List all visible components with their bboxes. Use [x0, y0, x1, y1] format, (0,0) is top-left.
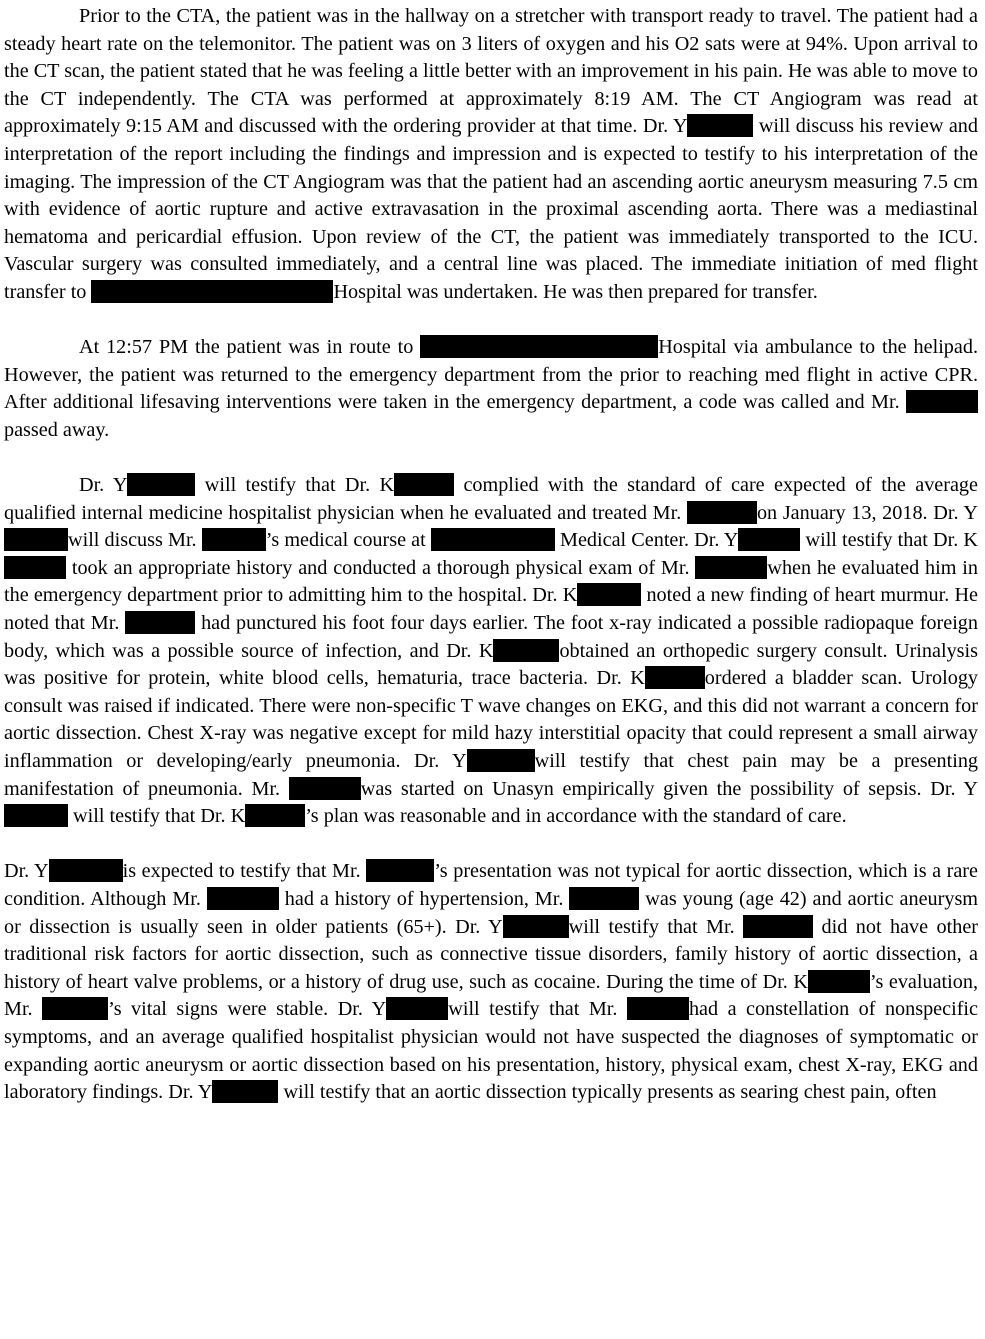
text-segment: will discuss Mr. — [68, 529, 202, 552]
text-segment: ’s medical course at — [265, 529, 431, 552]
redaction-block — [627, 997, 689, 1020]
redaction-block — [4, 804, 68, 827]
redaction-block — [906, 390, 978, 413]
redaction-block — [695, 556, 767, 579]
redaction-block — [42, 997, 108, 1020]
redaction-block — [91, 280, 333, 303]
text-segment: will testify that Mr. — [448, 998, 627, 1021]
text-segment: was started on Unasyn empirically given the possibility of sepsis. Dr. Y — [360, 777, 979, 800]
redaction-block — [503, 915, 569, 938]
text-segment: will testify that Dr. K — [195, 474, 395, 497]
text-segment: had a constellation of nonspecific symptoms, and an average qualified hospitalist physician would not have suspected the diagnoses of symptomatic or expanding aortic aneurysm or aortic dissection based on his presentation, history, physical exam, chest X-ray, EKG and laboratory findings. Dr. Y — [4, 998, 978, 1104]
redaction-block — [431, 528, 555, 551]
redaction-block — [289, 777, 361, 800]
paragraph-3 — [4, 472, 978, 831]
redaction-block — [245, 804, 305, 827]
document-page — [4, 3, 978, 1134]
text-segment: will discuss his review and interpretation of the report including the findings and impression and is expected to testify to his interpretation of the imaging. The impression of the CT Angiogram was that the patient had an ascending aortic aneurysm measuring 7.5 cm with evidence of aortic rupture and active extravasation in the proximal ascending aorta. There was a mediastinal hematoma and pericardial effusion. Upon review of the CT, the patient was immediately transported to the ICU. Vascular surgery was consulted immediately, and a central line was placed. The immediate initiation of med flight transfer to — [4, 115, 978, 303]
text-segment: ’s vital signs were stable. Dr. Y — [108, 998, 387, 1021]
text-segment: Medical Center. Dr. Y — [554, 529, 739, 552]
paragraph-1 — [4, 3, 978, 307]
redaction-block — [738, 528, 800, 551]
text-segment: on January 13, 2018. Dr. Y — [756, 501, 978, 524]
redaction-block — [366, 859, 434, 882]
redaction-block — [127, 473, 195, 496]
text-segment: when he evaluated him in the emergency department prior to admitting him to the hospital. Dr. K — [4, 556, 979, 607]
text-segment: obtained an orthopedic surgery consult. Urinalysis was positive for protein, white blood cells, hematuria, trace bacteria. Dr. K — [4, 639, 978, 690]
redaction-block — [808, 970, 870, 993]
redaction-block — [569, 887, 639, 910]
text-segment: will testify that chest pain may be a presenting manifestation of pneumonia. Mr. — [4, 750, 979, 800]
text-segment: noted a new finding of heart murmur. He noted that Mr. — [4, 584, 978, 635]
text-segment: At 12:57 PM the patient was in route to — [79, 336, 421, 359]
redaction-block — [49, 859, 123, 882]
redaction-block — [493, 639, 559, 662]
text-segment: did not have other traditional risk factors for aortic dissection, such as connective tissue disorders, family history of aortic dissection, a history of heart valve problems, or a history of drug use, such as cocaine. During the time of Dr. K — [4, 915, 978, 993]
redaction-block — [467, 749, 535, 772]
text-segment: ’s presentation was not typical for aortic dissection, which is a rare condition. Although Mr. — [4, 860, 978, 910]
redaction-block — [125, 611, 195, 634]
redaction-block — [4, 528, 68, 551]
redaction-block — [212, 1080, 278, 1103]
text-segment: complied with the standard of care expected of the average qualified internal medicine hospitalist physician when he evaluated and treated Mr. — [4, 474, 978, 524]
redaction-block — [386, 997, 448, 1020]
text-segment: Hospital via ambulance to the helipad. However, the patient was returned to the emergency department from the prior to reaching med flight in active CPR. After additional lifesaving interventions were taken in the emergency department, a code was called and Mr. — [4, 336, 978, 414]
text-segment: will testify that an aortic dissection typically presents as searing chest pain, often — [278, 1081, 937, 1104]
paragraph-4 — [4, 858, 978, 1106]
redaction-block — [4, 556, 66, 579]
redaction-block — [394, 473, 454, 496]
text-segment: ’s plan was reasonable and in accordance with the standard of care. — [305, 805, 847, 828]
redaction-block — [743, 915, 813, 938]
redaction-block — [202, 528, 266, 551]
redaction-block — [420, 335, 658, 358]
redaction-block — [577, 583, 641, 606]
text-segment: Hospital was undertaken. He was then prepared for transfer. — [333, 280, 818, 303]
text-segment: took an appropriate history and conducted a thorough physical exam of Mr. — [66, 556, 696, 579]
text-segment: had a history of hypertension, Mr. — [278, 888, 570, 910]
text-segment: Prior to the CTA, the patient was in the hallway on a stretcher with transport ready to travel. The patient had a steady heart rate on the telemonitor. The patient was on 3 liters of oxygen and his O2 sats were at 94%. Upon arrival to the CT scan, the patient stated that he was feeling a little better with an improvement in his pain. He was able to move to the CT independently. The CTA was performed at approximately 8:19 AM. The CT Angiogram was read at approximately 9:15 AM and discussed with the ordering provider at that time. Dr. Y — [4, 5, 978, 138]
text-segment: will testify that Dr. K — [68, 805, 246, 828]
text-segment: passed away. — [4, 418, 110, 441]
text-segment: Dr. Y — [4, 860, 49, 883]
text-segment: Dr. Y — [79, 474, 128, 497]
text-segment: is expected to testify that Mr. — [122, 860, 367, 883]
redaction-block — [687, 501, 757, 524]
text-segment: will testify that Dr. K — [800, 529, 978, 552]
text-segment: ’s evaluation, Mr. — [4, 970, 979, 1021]
redaction-block — [687, 114, 753, 137]
text-segment: was young (age 42) and aortic aneurysm or dissection is usually seen in older patients (65+). Dr. Y — [4, 888, 978, 938]
redaction-block — [207, 887, 279, 910]
text-segment: will testify that Mr. — [568, 915, 744, 938]
text-segment: had punctured his foot four days earlier. The foot x-ray indicated a possible radiopaque foreign body, which was a possible source of infection, and Dr. K — [4, 612, 978, 662]
redaction-block — [645, 666, 705, 689]
text-segment: ordered a bladder scan. Urology consult was raised if indicated. There were non-specific T wave changes on EKG, and this did not warrant a concern for aortic dissection. Chest X-ray was negative except for mild hazy interstitial opacity that could represent a small airway inflammation or developing/early pneumonia. Dr. Y — [4, 667, 979, 773]
paragraph-2 — [4, 334, 978, 444]
